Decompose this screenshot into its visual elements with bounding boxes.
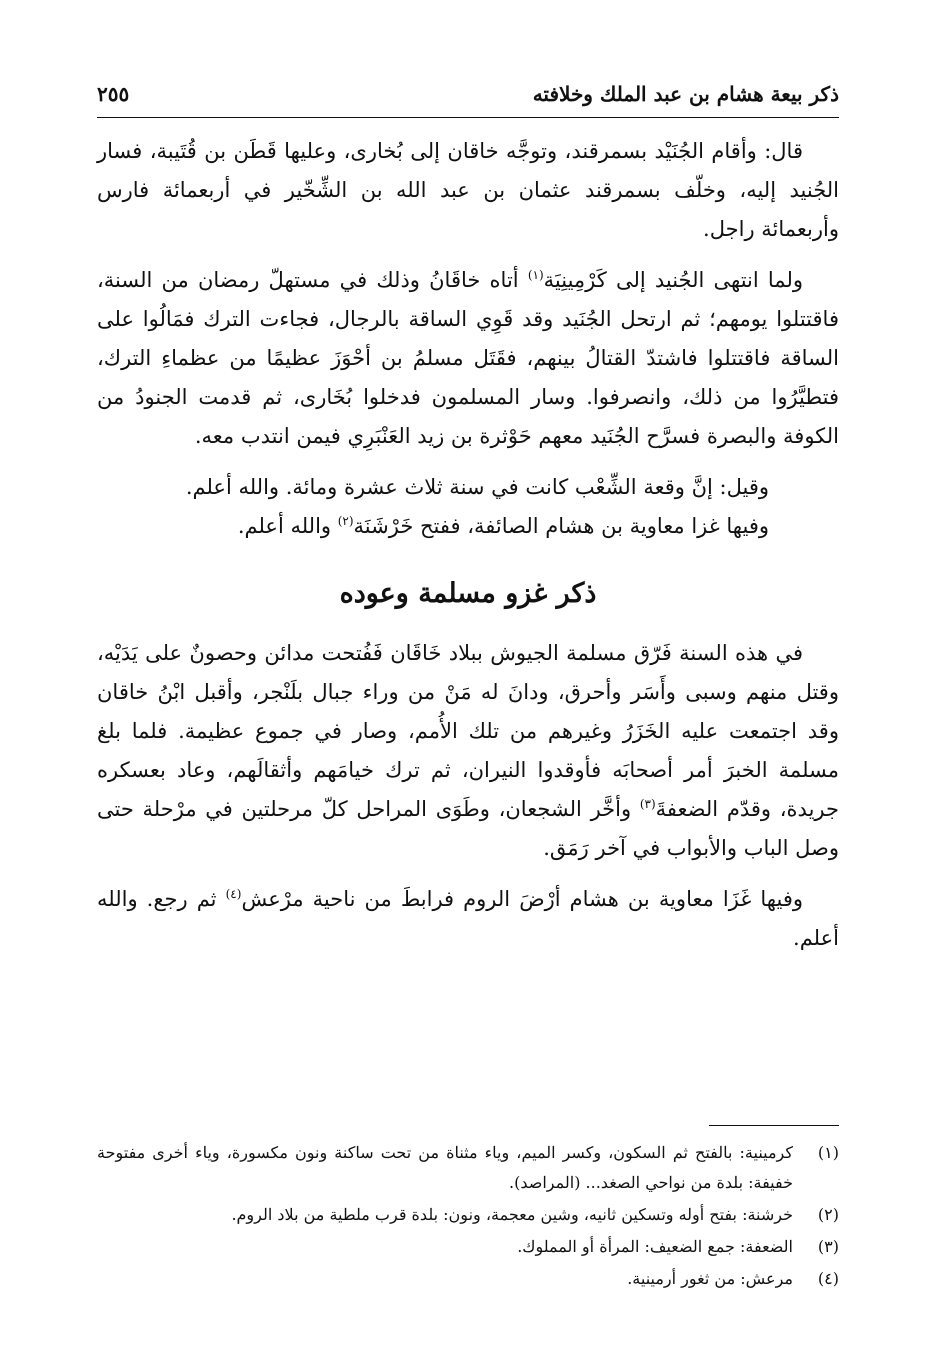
book-page: [97, 0, 839, 1368]
footnote-rule: [709, 1125, 839, 1126]
header-rule: [97, 117, 839, 118]
paragraph-text: ثم رجع. والله أعلم.: [97, 887, 839, 950]
paragraph-text: وأخَّر الشجعان، وطَوَى المراحل كلّ مرحلتين في مرْحلة حتى وصل الباب والأبواب في آخر رَمَق.: [97, 797, 839, 860]
paragraph: [97, 634, 839, 868]
footnote-text: مرعش: من ثغور أرمينية.: [627, 1269, 793, 1288]
paragraph-text: وقيل: إنَّ وقعة الشِّعْب كانت في سنة ثلاث عشرة ومائة. والله أعلم.: [185, 475, 769, 499]
footnote-marker: (٣): [639, 797, 656, 811]
paragraph-text: أتاه خاقَانُ وذلك في مستهلّ رمضان من السنة، فاقتتلوا يومهم؛ ثم ارتحل الجُنَيد وقد قَوِي الساقة بالرجال، فجاءت الترك فمَالُوا على الساقة فاقتتلوا فاشتدّ القتالُ بينهم، فقَتَل مسلمُ بن أحْوَزَ عظيمًا من عظماءِ الترك، فتطيَّرُوا من ذلك، وانصرفوا. وسار المسلمون فدخلوا بُخَارى، ثم قدمت الجنودُ من الكوفة والبصرة فسرَّح الجُنَيد معهم حَوْثرة بن زيد العَنْبَرِي فيمن انتدب معه.: [97, 268, 839, 448]
paragraph-text: وفيها غَزَا معاوية بن هشام أرْضَ الروم فرابطَ من ناحية مرْعش: [241, 887, 803, 911]
footnote-number: (١): [817, 1143, 839, 1162]
paragraph: [97, 507, 839, 546]
section-heading: ذكر غزو مسلمة وعوده: [339, 578, 597, 609]
footnote-marker: (١): [527, 268, 544, 282]
paragraph-text: قال: وأقام الجُنَيْد بسمرقند، وتوجَّه خاقان إلى بُخارى، وعليها قَطَن بن قُتَيبة، فسار الجُنيد إليه، وخلّف بسمرقند عثمان بن عبد الله بن الشِّخّير في أربعمائة فارس وأربعمائة راجل.: [97, 139, 839, 241]
footnotes: [97, 1138, 839, 1296]
footnote: [97, 1264, 839, 1294]
paragraph: [97, 132, 839, 249]
footnote: [97, 1232, 839, 1262]
footnote-text: الضعفة: جمع الضعيف: المرأة أو المملوك.: [517, 1237, 793, 1256]
footnote: [97, 1138, 839, 1198]
footnote-number: (٣): [817, 1237, 839, 1256]
page-number: ٢٥٥: [97, 82, 130, 106]
main-text: [97, 132, 839, 958]
footnote-text: كرمينية: بالفتح ثم السكون، وكسر الميم، وياء مثناة من تحت ساكنة ونون مكسورة، وياء أخرى مفتوحة خفيفة: بلدة من نواحي الصغد... (المراصد).: [97, 1143, 794, 1192]
footnote-number: (٤): [817, 1269, 839, 1288]
paragraph-text: ولما انتهى الجُنيد إلى كَرْمِينِيَة: [543, 268, 803, 292]
footnote: [97, 1200, 839, 1230]
running-title: ذكر بيعة هشام بن عبد الملك وخلافته: [532, 82, 839, 106]
footnote-marker: (٢): [337, 514, 354, 528]
paragraph: [97, 880, 839, 958]
running-header: [97, 82, 839, 112]
paragraph-text: وفيها غزا معاوية بن هشام الصائفة، ففتح خَرْشَنَة: [353, 514, 769, 538]
paragraph-text: والله أعلم.: [237, 514, 338, 538]
paragraph: [97, 261, 839, 456]
paragraph-text: في هذه السنة فَرّق مسلمة الجيوش ببلاد خَاقَان فَفُتحت مدائن وحصونٌ على يَدَيْه، وقتل منهم وسبى وأَسَر وأحرق، ودانَ له مَنْ من وراء جبال بلَنْجر، وأقبل ابْنُ خاقان وقد اجتمعت عليه الخَزَرُ وغيرهم من تلك الأُمم، وصار في جموع عظيمة. فلما بلغ مسلمة الخبرَ أمر أصحابَه فأوقدوا النيران، ثم ترك خيامَهم وأثقالَهم، وعاد بعسكره جريدة، وقدّم الضعفةَ: [97, 641, 839, 821]
footnote-marker: (٤): [225, 887, 242, 901]
footnote-number: (٢): [817, 1205, 839, 1224]
footnote-text: خرشنة: بفتح أوله وتسكين ثانيه، وشين معجمة، ونون: بلدة قرب ملطية من بلاد الروم.: [231, 1205, 793, 1224]
paragraph: [97, 468, 839, 507]
